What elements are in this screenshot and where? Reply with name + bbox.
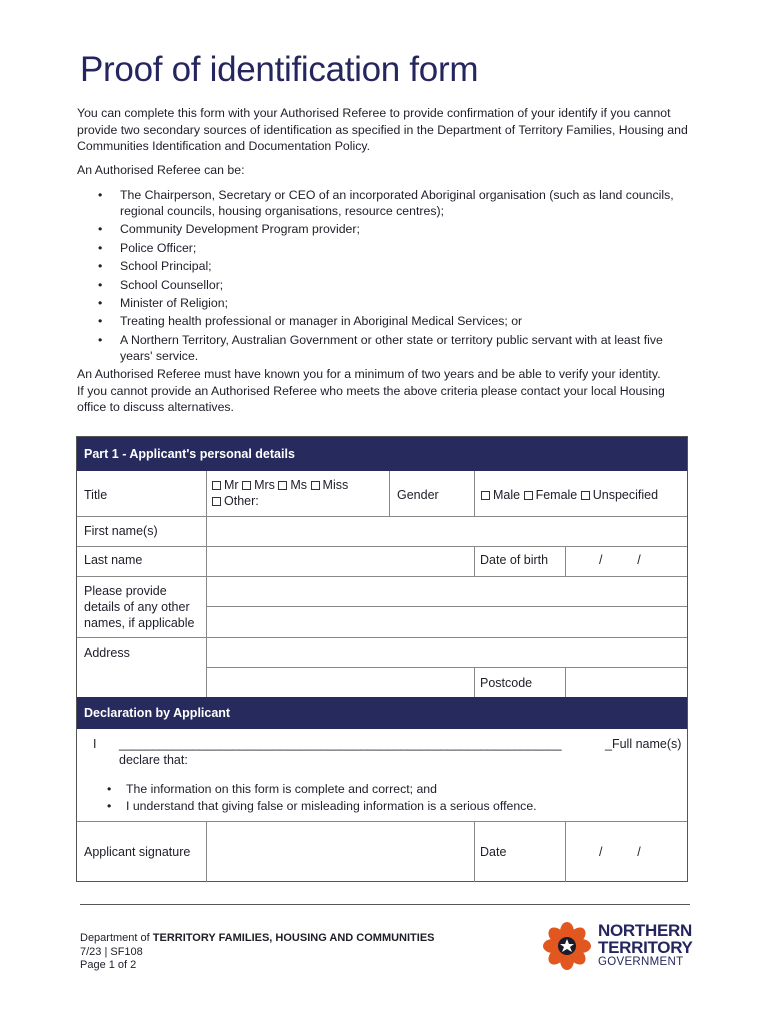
other-names-label: Please provide details of any other names, if applicable (84, 584, 195, 630)
list-item: • A Northern Territory, Australian Government or other state or territory public servant with at least five years' service. (77, 332, 697, 364)
first-name-field[interactable] (207, 517, 687, 546)
title-option-other[interactable]: Other: (212, 494, 259, 508)
gender-option-female[interactable]: Female (524, 488, 578, 502)
referee-intro: An Authorised Referee can be: (77, 163, 245, 177)
part1-heading: Part 1 - Applicant's personal details (77, 437, 687, 471)
requirement-text: An Authorised Referee must have known you for a minimum of two years and be able to verify your identity. (77, 367, 661, 381)
postcode-label: Postcode (480, 676, 533, 690)
gender-options (481, 488, 658, 502)
footer (80, 932, 435, 973)
list-item: • Police Officer; (77, 240, 697, 256)
list-item: • School Counsellor; (77, 277, 697, 293)
checkbox-icon (242, 481, 251, 490)
list-item: • Community Development Program provider; (77, 221, 697, 237)
title-option-ms[interactable]: Ms (278, 478, 307, 492)
declare-text: declare that: (119, 753, 188, 767)
requirements-block (77, 366, 687, 416)
declaration-list (105, 781, 537, 815)
dob-label: Date of birth (480, 553, 549, 567)
page-title: Proof of identification form (80, 50, 479, 89)
checkbox-icon (278, 481, 287, 490)
column-divider (565, 821, 566, 882)
address-field-1[interactable] (207, 638, 687, 667)
applicant-form (76, 436, 688, 882)
contact-note: If you cannot provide an Authorised Referee who meets the above criteria please contact your local Housing office to discuss alternatives. (77, 383, 665, 414)
first-name-label: First name(s) (84, 524, 158, 538)
checkbox-icon (481, 491, 490, 500)
referee-list (77, 187, 697, 366)
logo-text (598, 922, 693, 969)
postcode-field[interactable] (566, 668, 687, 697)
title-label: Title (84, 488, 108, 502)
column-divider (474, 667, 475, 697)
checkbox-icon (581, 491, 590, 500)
checkbox-icon (212, 497, 221, 506)
title-options (212, 477, 388, 509)
title-option-mr[interactable]: Mr (212, 478, 239, 492)
declaration-heading: Declaration by Applicant (77, 697, 687, 729)
other-names-field-1[interactable] (207, 577, 687, 606)
checkbox-icon (311, 481, 320, 490)
column-divider (565, 546, 566, 576)
checkbox-icon (524, 491, 533, 500)
date-label: Date (480, 845, 507, 859)
declaration-i: I (93, 737, 97, 751)
column-divider (474, 546, 475, 576)
last-name-label: Last name (84, 553, 143, 567)
full-name-line[interactable]: __________________________________________________________________ (119, 737, 562, 751)
title-option-miss[interactable]: Miss (311, 478, 349, 492)
column-divider (389, 471, 390, 516)
checkbox-icon (212, 481, 221, 490)
logo-line-1: NORTHERN (598, 921, 692, 940)
column-divider (474, 471, 475, 516)
list-item: • I understand that giving false or misleading information is a serious offence. (105, 798, 537, 815)
title-option-mrs[interactable]: Mrs (242, 478, 275, 492)
column-divider (474, 821, 475, 882)
list-item: • Minister of Religion; (77, 295, 697, 311)
list-item: • School Principal; (77, 258, 697, 274)
list-item: • The Chairperson, Secretary or CEO of an incorporated Aboriginal organisation (such as land councils, regional councils, housing organisations, resource centres); (77, 187, 697, 219)
gender-option-unspecified[interactable]: Unspecified (581, 488, 658, 502)
last-name-field[interactable] (207, 547, 474, 576)
other-names-field-2[interactable] (207, 607, 687, 637)
logo-line-2: TERRITORY (598, 938, 693, 957)
list-item: • Treating health professional or manager in Aboriginal Medical Services; or (77, 313, 697, 329)
full-name-label: _Full name(s) (605, 737, 682, 751)
form-code: 7/23 | SF108 (80, 945, 143, 958)
footer-department: Department of TERRITORY FAMILIES, HOUSING AND COMMUNITIES (80, 932, 435, 944)
gender-option-male[interactable]: Male (481, 488, 520, 502)
list-item: • The information on this form is complete and correct; and (105, 781, 537, 798)
footer-divider (80, 904, 690, 905)
dob-field[interactable]: / / (599, 553, 641, 567)
signature-label: Applicant signature (84, 845, 191, 859)
signature-field[interactable] (207, 822, 474, 882)
gender-label: Gender (397, 488, 439, 502)
date-field[interactable]: / / (599, 845, 641, 859)
logo-line-3: GOVERNMENT (598, 956, 684, 968)
address-label: Address (84, 646, 130, 660)
page-number: Page 1 of 2 (80, 959, 137, 971)
address-field-2[interactable] (207, 668, 474, 697)
intro-paragraph: You can complete this form with your Authorised Referee to provide confirmation of your identify if you cannot provide two secondary sources of identification as specified in the Department of Territory Families, Housing and Communities Identification and Documentation Policy. (77, 106, 688, 153)
